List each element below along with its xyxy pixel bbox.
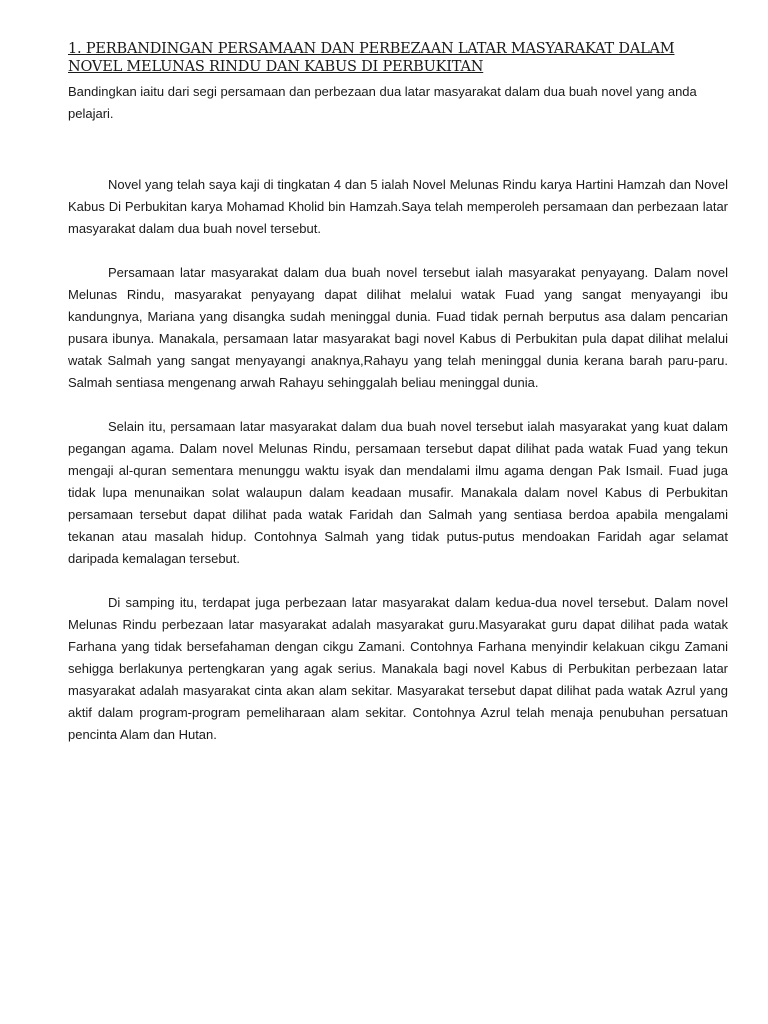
- essay-paragraph-intro: Novel yang telah saya kaji di tingkatan 4 dan 5 ialah Novel Melunas Rindu karya Hartini Hamzah dan Novel Kabus Di Perbukitan karya Mohamad Kholid bin Hamzah.Saya telah memperoleh persamaan dan perbezaan latar masyarakat dalam dua buah novel tersebut.: [68, 177, 728, 236]
- essay-paragraph-perbezaan: Di samping itu, terdapat juga perbezaan latar masyarakat dalam kedua-dua novel tersebut. Dalam novel Melunas Rindu perbezaan latar masyarakat adalah masyarakat guru.Masyarakat guru dapat dilihat pada watak Farhana yang tidak bersefahaman dengan cikgu Zamani. Contohnya Farhana menyindir kelakuan cikgu Zamani sehigga berlakunya pertengkaran yang agak serius. Manakala bagi novel Kabus di Perbukitan perbezaan latar masyarakat adalah masyarakat cinta akan alam sekitar. Masyarakat tersebut dapat dilihat pada watak Azrul yang aktif dalam program-program pemeliharaan alam sekitar. Contohnya Azrul telah menaja penubuhan persatuan pencinta Alam dan Hutan.: [68, 595, 728, 742]
- question-instruction: Bandingkan iaitu dari segi persamaan dan perbezaan dua latar masyarakat dalam dua buah novel yang anda pelajari.: [68, 84, 697, 121]
- document-title: 1. PERBANDINGAN PERSAMAAN DAN PERBEZAAN LATAR MASYARAKAT DALAM NOVEL MELUNAS RINDU DAN KABUS DI PERBUKITAN: [68, 41, 675, 75]
- essay-paragraph-persamaan-penyayang: Persamaan latar masyarakat dalam dua buah novel tersebut ialah masyarakat penyayang. Dalam novel Melunas Rindu, masyarakat penyayang dapat dilihat melalui watak Fuad yang sangat menyayangi ibu kandungnya, Mariana yang disangka sudah meninggal dunia. Fuad tidak pernah berputus asa dalam pencarian pusara ibunya. Manakala, persamaan latar masyarakat bagi novel Kabus di Perbukitan pula dapat dilihat melalui watak Salmah yang sangat menyayangi anaknya,Rahayu yang telah meninggal dunia kerana barah paru-paru. Salmah sentiasa mengenang arwah Rahayu sehinggalah beliau meninggal dunia.: [68, 265, 728, 390]
- essay-body: [68, 174, 728, 768]
- essay-paragraph-persamaan-agama: Selain itu, persamaan latar masyarakat dalam dua buah novel tersebut ialah masyarakat yang kuat dalam pegangan agama. Dalam novel Melunas Rindu, persamaan tersebut dapat dilihat pada watak Fuad yang tekun mengaji al-quran sementara menunggu waktu isyak dan mendalami ilmu agama dengan Pak Ismail. Fuad juga tidak lupa menunaikan solat walaupun dalam keadaan musafir. Manakala dalam novel Kabus di Perbukitan persamaan tersebut dapat dilihat pada watak Faridah dan Salmah yang sentiasa berdoa apabila mengalami tekanan atau masalah hidup. Contohnya Salmah yang tidak putus-putus mendoakan Faridah agar selamat daripada kemalagan tersebut.: [68, 419, 728, 566]
